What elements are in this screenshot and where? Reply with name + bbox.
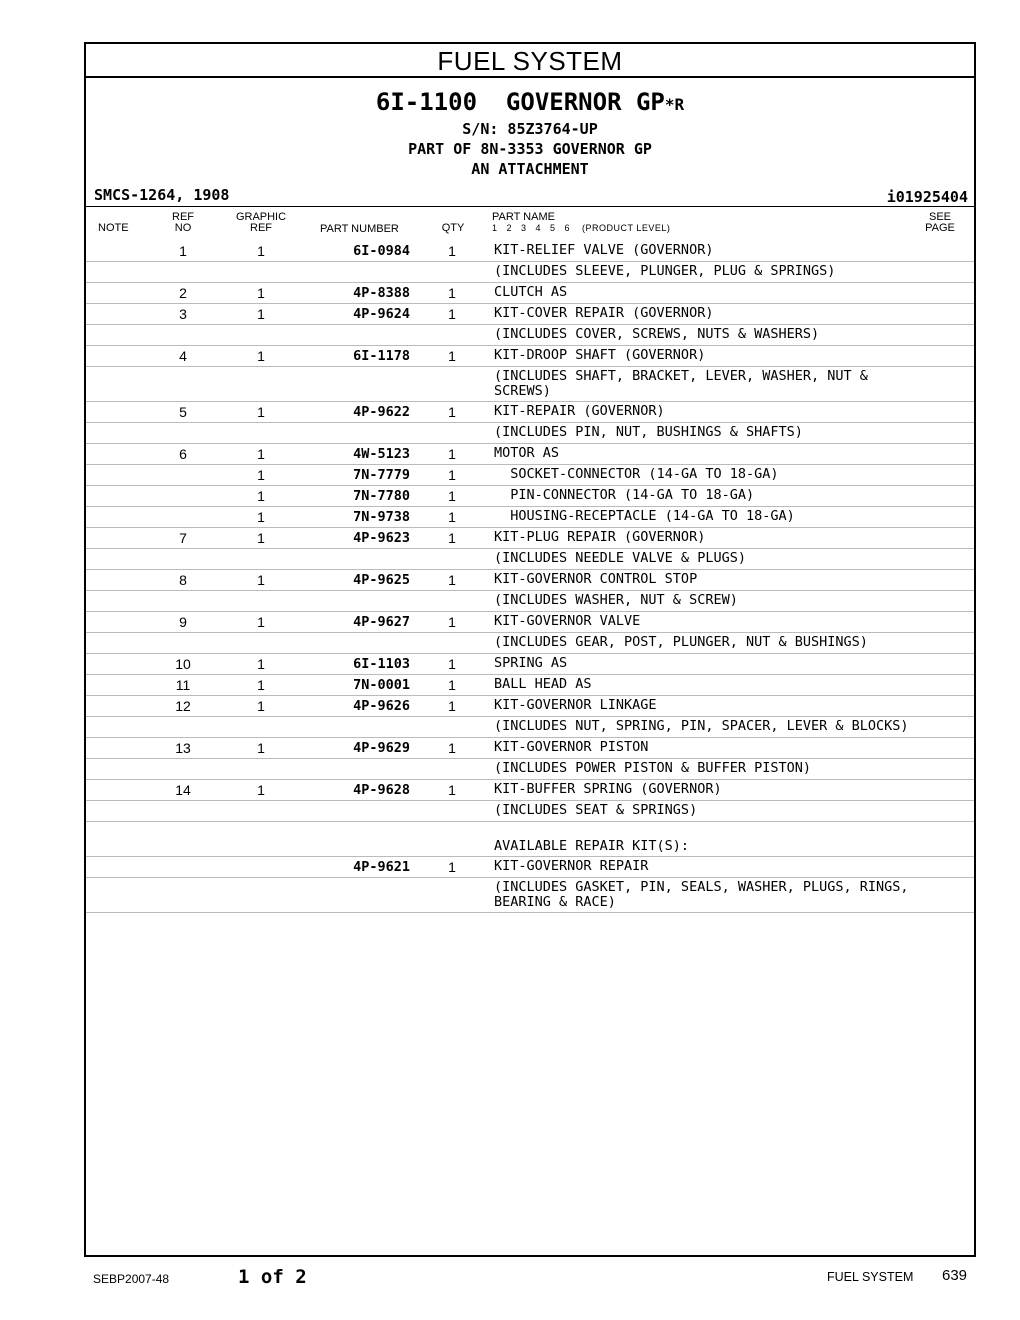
part-number: 4P-9623 <box>353 530 410 546</box>
part-name: CLUTCH AS <box>494 284 568 300</box>
quantity: 1 <box>448 572 456 588</box>
part-name: MOTOR AS <box>494 445 560 461</box>
footer-document-id: SEBP2007-48 <box>93 1272 170 1286</box>
footer-page-of: 1 of 2 <box>238 1266 307 1288</box>
table-row <box>86 801 974 822</box>
col-graphic-top: GRAPHIC <box>235 211 287 223</box>
quantity: 1 <box>448 530 456 546</box>
part-number: 4P-9628 <box>353 782 410 798</box>
quantity: 1 <box>448 859 456 875</box>
part-name: (INCLUDES SEAT & SPRINGS) <box>494 802 698 818</box>
graphic-ref: 1 <box>257 348 265 364</box>
graphic-ref: 1 <box>257 488 265 504</box>
graphic-ref: 1 <box>257 404 265 420</box>
graphic-ref: 1 <box>257 446 265 462</box>
parts-page-frame <box>84 42 976 1257</box>
part-name: (INCLUDES SLEEVE, PLUNGER, PLUG & SPRINGS) <box>494 263 836 279</box>
part-name: HOUSING-RECEPTACLE (14-GA TO 18-GA) <box>494 508 795 524</box>
table-row <box>86 633 974 654</box>
illustration-id: i01925404 <box>886 188 968 206</box>
group-title-suffix: *R <box>664 95 685 114</box>
col-part-name: PART NAME <box>492 211 555 223</box>
ref-number: 3 <box>179 306 187 322</box>
part-name: KIT-REPAIR (GOVERNOR) <box>494 403 665 419</box>
quantity: 1 <box>448 404 456 420</box>
graphic-ref: 1 <box>257 572 265 588</box>
section-title: FUEL SYSTEM <box>86 44 974 78</box>
graphic-ref: 1 <box>257 677 265 693</box>
graphic-ref: 1 <box>257 530 265 546</box>
quantity: 1 <box>448 285 456 301</box>
col-note: NOTE <box>98 222 129 234</box>
quantity: 1 <box>448 306 456 322</box>
part-name: KIT-RELIEF VALVE (GOVERNOR) <box>494 242 714 258</box>
serial-number: S/N: 85Z3764-UP <box>462 120 598 138</box>
parts-list <box>86 241 974 913</box>
ref-number: 5 <box>179 404 187 420</box>
table-row <box>86 528 974 549</box>
table-row <box>86 591 974 612</box>
graphic-ref: 1 <box>257 509 265 525</box>
part-number: 4P-9622 <box>353 404 410 420</box>
part-name: (INCLUDES GASKET, PIN, SEALS, WASHER, PLUGS, RINGS, BEARING & RACE) <box>494 879 917 910</box>
table-row <box>86 549 974 570</box>
quantity: 1 <box>448 243 456 259</box>
table-row <box>86 241 974 262</box>
quantity: 1 <box>448 614 456 630</box>
ref-number: 9 <box>179 614 187 630</box>
table-row <box>86 675 974 696</box>
ref-number: 13 <box>175 740 191 756</box>
part-name: KIT-BUFFER SPRING (GOVERNOR) <box>494 781 722 797</box>
table-row <box>86 612 974 633</box>
part-name: KIT-GOVERNOR VALVE <box>494 613 641 629</box>
part-number: 6I-1178 <box>353 348 410 364</box>
part-number: 4P-9621 <box>353 859 410 875</box>
smcs-code: SMCS-1264, 1908 <box>94 186 230 204</box>
table-row <box>86 780 974 801</box>
ref-number: 11 <box>175 677 191 693</box>
table-row <box>86 325 974 346</box>
part-number: 7N-7780 <box>353 488 410 504</box>
part-name: BALL HEAD AS <box>494 676 592 692</box>
part-name: (INCLUDES PIN, NUT, BUSHINGS & SHAFTS) <box>494 424 803 440</box>
quantity: 1 <box>448 348 456 364</box>
graphic-ref: 1 <box>257 467 265 483</box>
part-name: SPRING AS <box>494 655 568 671</box>
quantity: 1 <box>448 782 456 798</box>
ref-number: 6 <box>179 446 187 462</box>
quantity: 1 <box>448 509 456 525</box>
quantity: 1 <box>448 740 456 756</box>
graphic-ref: 1 <box>257 285 265 301</box>
table-row <box>86 878 974 913</box>
table-row <box>86 486 974 507</box>
ref-number: 8 <box>179 572 187 588</box>
part-name: KIT-GOVERNOR LINKAGE <box>494 697 657 713</box>
graphic-ref: 1 <box>257 782 265 798</box>
graphic-ref: 1 <box>257 614 265 630</box>
part-name: (INCLUDES GEAR, POST, PLUNGER, NUT & BUSHINGS) <box>494 634 868 650</box>
table-row <box>86 304 974 325</box>
part-number: 4P-9626 <box>353 698 410 714</box>
col-ref-top: REF <box>172 211 194 223</box>
ref-number: 14 <box>175 782 191 798</box>
ref-number: 7 <box>179 530 187 546</box>
table-row <box>86 857 974 878</box>
part-name: KIT-COVER REPAIR (GOVERNOR) <box>494 305 714 321</box>
part-name: KIT-GOVERNOR PISTON <box>494 739 649 755</box>
quantity: 1 <box>448 446 456 462</box>
table-row <box>86 402 974 423</box>
table-row <box>86 738 974 759</box>
table-row <box>86 444 974 465</box>
graphic-ref: 1 <box>257 306 265 322</box>
part-number: 4P-9624 <box>353 306 410 322</box>
quantity: 1 <box>448 467 456 483</box>
part-number: 7N-7779 <box>353 467 410 483</box>
quantity: 1 <box>448 677 456 693</box>
table-row <box>86 654 974 675</box>
part-name: KIT-PLUG REPAIR (GOVERNOR) <box>494 529 706 545</box>
ref-number: 2 <box>179 285 187 301</box>
part-name: (INCLUDES NUT, SPRING, PIN, SPACER, LEVER & BLOCKS) <box>494 718 909 734</box>
part-number: 4P-9629 <box>353 740 410 756</box>
part-of-line: PART OF 8N-3353 GOVERNOR GP <box>408 140 652 158</box>
ref-number: 4 <box>179 348 187 364</box>
quantity: 1 <box>448 488 456 504</box>
part-name: (INCLUDES NEEDLE VALVE & PLUGS) <box>494 550 746 566</box>
part-name: (INCLUDES POWER PISTON & BUFFER PISTON) <box>494 760 811 776</box>
table-row <box>86 570 974 591</box>
part-name: (INCLUDES SHAFT, BRACKET, LEVER, WASHER, NUT & SCREWS) <box>494 368 877 399</box>
ref-number: 12 <box>175 698 191 714</box>
graphic-ref: 1 <box>257 656 265 672</box>
graphic-ref: 1 <box>257 740 265 756</box>
part-number: 4P-9627 <box>353 614 410 630</box>
part-number: 4W-5123 <box>353 446 410 462</box>
column-headers <box>86 206 974 241</box>
footer-page-number: 639 <box>942 1267 968 1284</box>
table-row <box>86 822 974 857</box>
table-row <box>86 423 974 444</box>
part-number: 7N-0001 <box>353 677 410 693</box>
group-title-text: 6I-1100 GOVERNOR GP <box>375 88 665 116</box>
part-name: KIT-GOVERNOR CONTROL STOP <box>494 571 698 587</box>
table-row <box>86 465 974 486</box>
part-number: 4P-9625 <box>353 572 410 588</box>
col-ref-bottom: NO <box>174 222 192 234</box>
part-number: 6I-0984 <box>353 243 410 259</box>
part-name: SOCKET-CONNECTOR (14-GA TO 18-GA) <box>494 466 779 482</box>
group-title <box>86 88 974 116</box>
table-row <box>86 346 974 367</box>
col-graphic-bottom: REF <box>250 222 272 234</box>
ref-number: 1 <box>179 243 187 259</box>
footer-section: FUEL SYSTEM <box>827 1270 914 1284</box>
part-name: KIT-DROOP SHAFT (GOVERNOR) <box>494 347 706 363</box>
col-see-top: SEE <box>928 211 951 223</box>
graphic-ref: 1 <box>257 698 265 714</box>
quantity: 1 <box>448 698 456 714</box>
table-row <box>86 507 974 528</box>
col-qty: QTY <box>441 222 465 234</box>
part-name: KIT-GOVERNOR REPAIR <box>494 858 649 874</box>
col-product-levels: 1 2 3 4 5 6 (PRODUCT LEVEL) <box>492 223 671 233</box>
table-row <box>86 759 974 780</box>
quantity: 1 <box>448 656 456 672</box>
part-number: 7N-9738 <box>353 509 410 525</box>
part-number: 4P-8388 <box>353 285 410 301</box>
col-see-bottom: PAGE <box>925 222 955 234</box>
table-row <box>86 717 974 738</box>
table-row <box>86 696 974 717</box>
graphic-ref: 1 <box>257 243 265 259</box>
table-row <box>86 367 974 402</box>
attachment-line: AN ATTACHMENT <box>471 160 589 178</box>
part-number: 6I-1103 <box>353 656 410 672</box>
table-row <box>86 262 974 283</box>
part-name: (INCLUDES WASHER, NUT & SCREW) <box>494 592 738 608</box>
part-name: PIN-CONNECTOR (14-GA TO 18-GA) <box>494 487 755 503</box>
table-row <box>86 283 974 304</box>
group-header <box>86 78 974 206</box>
col-part-number: PART NUMBER <box>320 223 399 235</box>
ref-number: 10 <box>175 656 191 672</box>
part-name: AVAILABLE REPAIR KIT(S): <box>494 838 690 854</box>
part-name: (INCLUDES COVER, SCREWS, NUTS & WASHERS) <box>494 326 820 342</box>
